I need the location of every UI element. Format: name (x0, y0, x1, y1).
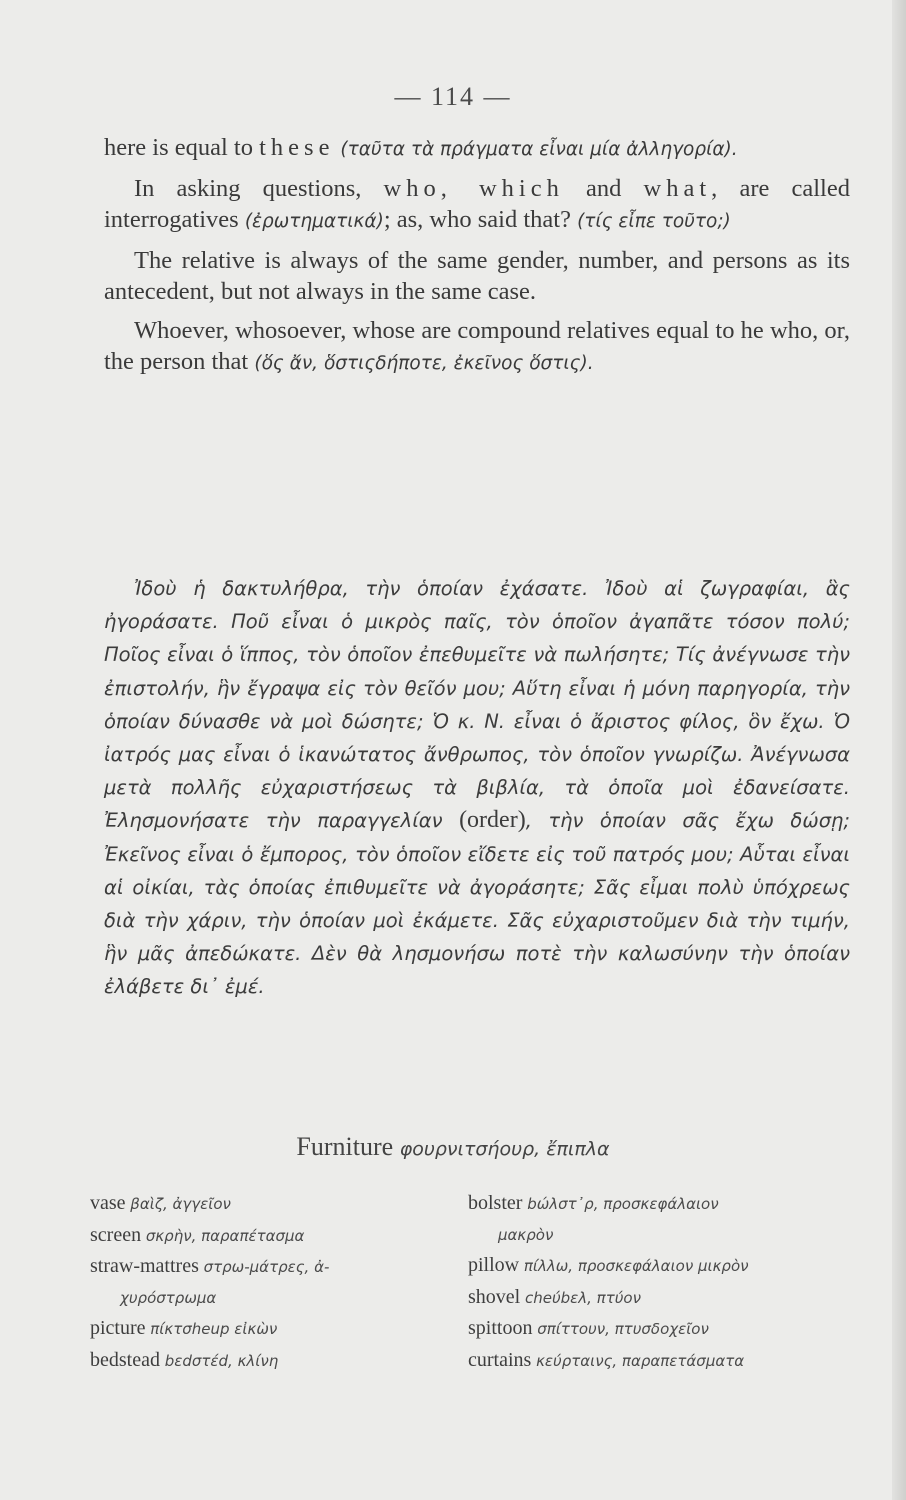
greek-translation: (ἐρωτηματικά) (244, 211, 384, 232)
vocab-translation: bώλστ᾽ρ, προσκεφάλαιον (527, 1195, 719, 1213)
section-title-greek: φουρνιτσήουρ, ἔπιπλα (399, 1138, 610, 1160)
vocab-translation: βαὶζ, ἀγγεῖον (130, 1195, 231, 1213)
vocab-word: vase (90, 1192, 126, 1214)
vocab-translation: cheύbελ, πτύον (524, 1288, 641, 1307)
page-number: — 114 — (394, 82, 512, 111)
vocab-row (90, 1313, 450, 1345)
page-edge (892, 0, 906, 1500)
paragraph-1 (104, 132, 850, 166)
vocab-row (468, 1313, 868, 1345)
vocab-translation: bεdστέd, κλίνη (164, 1351, 279, 1370)
vocab-translation: χυρόστρωμα (120, 1288, 217, 1307)
vocab-row (468, 1250, 868, 1282)
conjunction: and (563, 174, 644, 202)
paragraph-3: The relative is always of the same gender, number, and persons as its antecedent, but not always in the same case. (104, 246, 850, 305)
vocab-row (90, 1188, 450, 1220)
vocab-row (90, 1345, 450, 1377)
greek-translation: (ταῦτα τὰ πράγματα εἶναι μία ἀλληγορία). (334, 139, 738, 160)
vocab-translation: πίλλω, προσκεφάλαιον μικρὸν (523, 1257, 749, 1275)
greek-translation: (τίς εἶπε τοῦτο;) (577, 211, 731, 232)
vocab-row-continuation (90, 1283, 450, 1314)
vocab-word: screen (90, 1223, 142, 1246)
vocab-row (468, 1188, 868, 1220)
vocab-row-continuation (468, 1220, 868, 1251)
vocab-word: bolster (468, 1192, 523, 1214)
emphasized-word: these (259, 134, 335, 161)
vocab-word: bedstead (90, 1348, 160, 1371)
vocab-word: pillow (468, 1254, 520, 1276)
greek-exercise (104, 572, 850, 1004)
greek-exercise-part-1: Ἰδοὺ ἡ δακτυλήθρα, τὴν ὁποίαν ἐχάσατε. Ἰδοὺ αἱ ζωγραφίαι, ἃς ἠγοράσατε. Ποῦ εἶναι ὁ μικρὸς παῖς, τὸν ὁποῖον ἀγαπᾶτε τόσον πολύ; Ποῖος εἶναι ὁ ἵππος, τὸν ὁποῖον ἐπεθυμεῖτε νὰ πωλήσητε; Τίς ἀνέγνωσε τὴν ἐπιστολήν, ἣν ἔγραψα εἰς τὸν θεῖόν μου; Αὕτη εἶναι ἡ μόνη παρηγορία, τὴν ὁποίαν δύνασθε νὰ μοὶ δώσητε; Ὁ κ. Ν. εἶναι ὁ ἄριστος φίλος, ὃν ἔχω. Ὁ ἰατρός μας εἶναι ὁ ἱκανώτατος ἄνθρωπος, τὸν ὁποῖον γνωρίζω. Ἀνέγνωσα μετὰ πολλῆς εὐχαριστήσεως τὰ βιβλία, τὰ ὁποῖα μοὶ ἐδανείσατε. Ἐλησμονήσατε τὴν παραγγελίαν (104, 577, 850, 833)
vocab-translation: κεύρταινς, παραπετάσματα (536, 1351, 745, 1370)
vocab-column-left (90, 1188, 450, 1376)
vocab-translation: σκρὴν, παραπέτασμα (145, 1226, 305, 1245)
paragraph-4-text: Whoever, whosoever, whose are compound relatives equal to he who, or, the person that (104, 316, 850, 375)
vocab-translation: σπίττουν, πτυσδοχεῖον (537, 1320, 709, 1338)
vocab-word: picture (90, 1317, 146, 1339)
vocab-translation: μακρὸν (498, 1225, 554, 1244)
vocab-translation: πίκτσheup εἰκὼν (150, 1320, 278, 1338)
emphasized-word: who, which (383, 174, 564, 202)
paragraph-1-text: here is equal to (104, 134, 260, 161)
greek-exercise-part-2: , τὴν ὁποίαν σᾶς ἔχω δώσῃ; Ἐκεῖνος εἶναι ὁ ἔμπορος, τὸν ὁποῖον εἴδετε εἰς τοῦ πατρός μου; Αὗται εἶναι αἱ οἰκίαι, τὰς ὁποίας ἐπιθυμεῖτε νὰ ἀγοράσητε; Σᾶς εἶμαι πολὺ ὑπόχρεως διὰ τὴν χάριν, τὴν ὁποίαν μοὶ ἐκάμετε. Σᾶς εὐχαριστοῦμεν διὰ τὴν τιμήν, ἣν μᾶς ἀπεδώκατε. Δὲν θὰ λησμονήσω ποτὲ τὴν καλωσύνην τὴν ὁποίαν ἐλάβετε δι᾽ ἐμέ. (104, 809, 850, 999)
vocab-word: spittoon (468, 1317, 533, 1339)
vocab-row (468, 1345, 868, 1377)
latin-gloss: (order) (459, 807, 526, 834)
paragraph-4 (104, 315, 850, 380)
section-title-en: Furniture (296, 1132, 394, 1161)
paragraph-2-example: ; as, who said that? (383, 206, 578, 233)
vocab-word: shovel (468, 1285, 521, 1308)
vocab-row (90, 1251, 450, 1283)
vocab-translation: στρω-μάτρες, ἀ- (203, 1258, 330, 1276)
vocab-row (468, 1282, 868, 1314)
vocab-word: straw-mattres (90, 1255, 199, 1277)
body-text (104, 132, 850, 380)
emphasized-word: what (643, 174, 712, 202)
vocab-word: curtains (468, 1348, 532, 1371)
vocab-row (90, 1220, 450, 1252)
section-title (0, 1132, 906, 1162)
paragraph-2 (104, 173, 850, 238)
greek-translation: (ὅς ἄν, ὅστιςδήποτε, ἐκεῖνος ὅστις). (254, 353, 594, 374)
vocab-column-right (468, 1188, 868, 1376)
paragraph-2-text-cont: , are called interrogatives (104, 174, 850, 233)
paragraph-2-text: In asking questions, (134, 174, 384, 202)
